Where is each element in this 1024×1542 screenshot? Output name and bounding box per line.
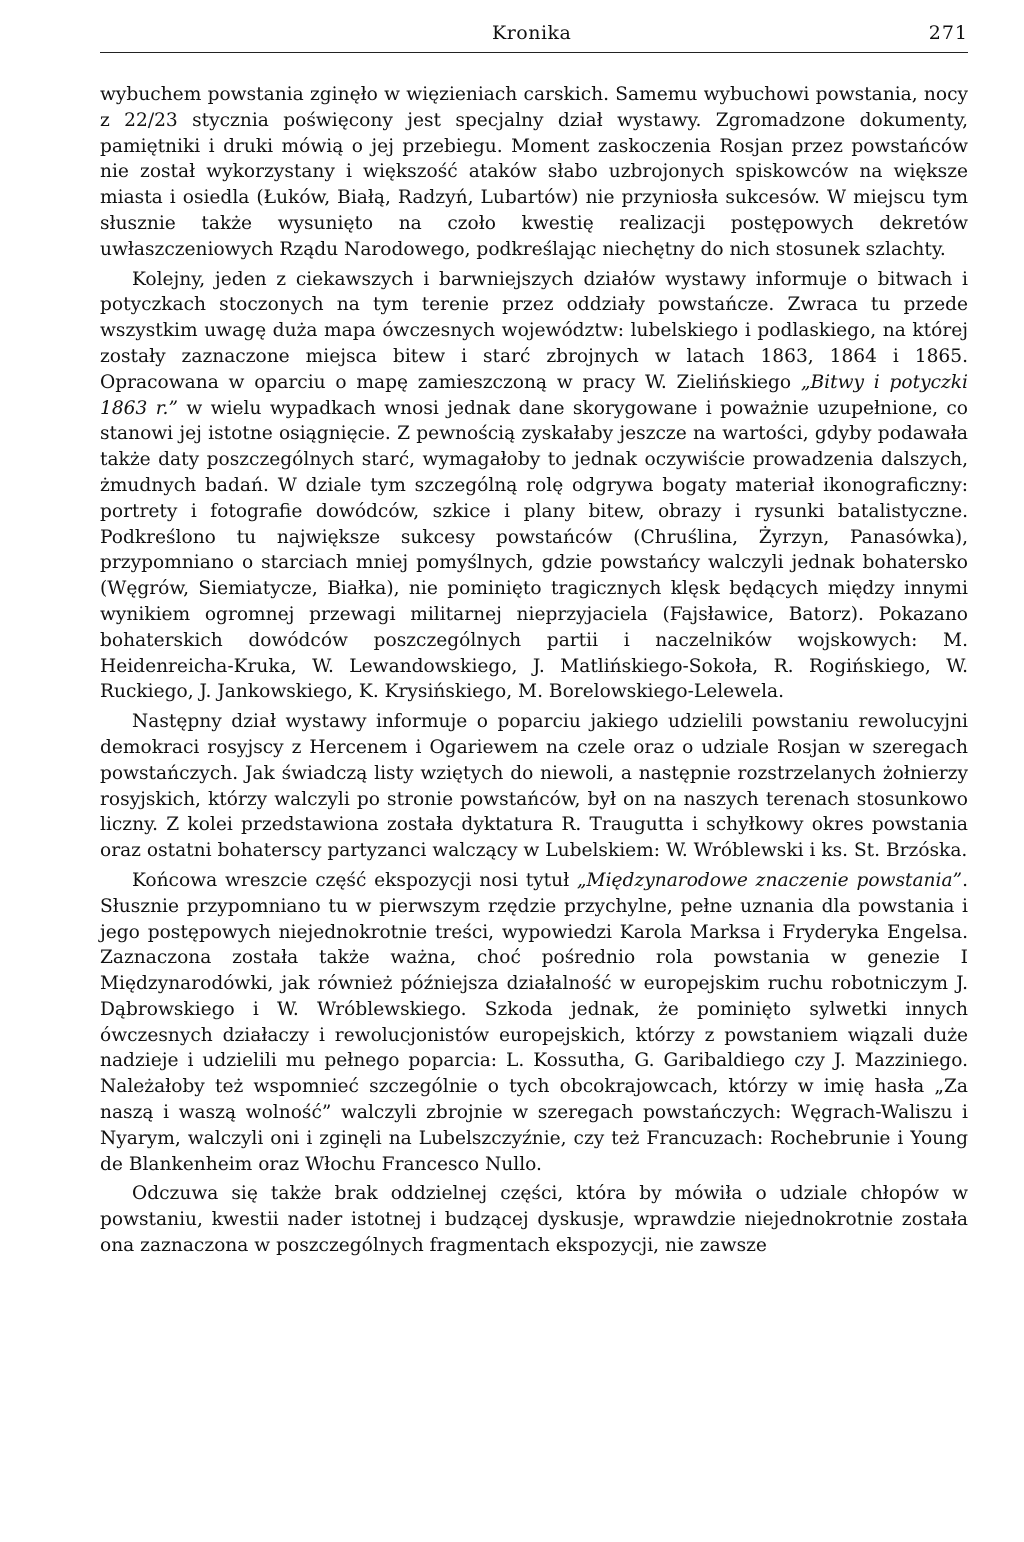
paragraph: [100, 1181, 968, 1258]
paragraph: [100, 868, 968, 1178]
paragraph: [100, 709, 968, 864]
running-title: Kronika: [492, 22, 572, 44]
text-segment: Następny dział wystawy informuje o poparciu jakiego udzielili powstaniu rewolucyjni demokraci rosyjscy z Hercenem i Ogariewem na czele oraz o udziale Rosjan w szeregach powstańczych. Jak świadczą listy wziętych do niewoli, a następnie rozstrzelanych żołnierzy rosyjskich, którzy walczyli po stronie powstańców, był on na naszych terenach stosunkowo liczny. Z kolei przedstawiona została dyktatura R. Traugutta i schyłkowy okres powstania oraz ostatni bohaterscy partyzanci walczący w Lubelskiem: W. Wróblewski i ks. St. Brzóska.: [100, 711, 968, 862]
italic-title: „Międzynarodowe znaczenie powstania”: [576, 869, 963, 891]
text-segment: Odczuwa się także brak oddzielnej części, która by mówiła o udziale chłopów w powstaniu, kwestii nader istotnej i budzącej dyskusje, wprawdzie niejednokrotnie została ona zaznaczona w poszczególnych fragmentach ekspozycji, nie zawsze: [100, 1183, 968, 1257]
header-rule: [100, 52, 968, 53]
page-number: 271: [928, 22, 968, 44]
paragraph: [100, 82, 968, 263]
text-segment: Kolejny, jeden z ciekawszych i barwniejszych działów wystawy informuje o bitwach i potyczkach stoczonych na tym terenie przez oddziały powstańcze. Zwraca tu przede wszystkim uwagę duża mapa ówczesnych województw: lubelskiego i podlaskiego, na której zostały zaznaczone miejsca bitew i starć zbrojnych w latach 1863, 1864 i 1865. Opracowana w oparciu o mapę zamieszczoną w pracy W. Zielińskiego: [100, 268, 968, 393]
text-segment: . Słusznie przypomniano tu w pierwszym rzędzie przychylne, pełne uznania dla powstania i jego postępowych niejednokrotnie treści, wypowiedzi Karola Marksa i Fryderyka Engelsa. Zaznaczona została także ważna, choć pośrednio rola powstania w genezie I Międzynarodówki, jak również późniejsza działalność w europejskim ruchu robotniczym J. Dąbrowskiego i W. Wróblewskiego. Szkoda jednak, że pominięto sylwetki innych ówczesnych działaczy i rewolucjonistów europejskich, którzy z powstaniem wiązali duże nadzieje i udzielili mu pełnego poparcia: L. Kossutha, G. Garibaldiego czy J. Mazziniego. Należałoby też wspomnieć szczególnie o tych obcokrajowcach, którzy w imię hasła „Za naszą i waszą wolność” walczyli zbrojnie w szeregach powstańczych: Węgrach-Waliszu i Nyarym, walczyli oni i zginęli na Lubelszczyźnie, czy też Francuzach: Rochebrunie i Young de Blankenheim oraz Włochu Francesco Nullo.: [100, 869, 968, 1175]
text-segment: w wielu wypadkach wnosi jednak dane skorygowane i poważnie uzupełnione, co stanowi jej istotne osiągnięcie. Z pewnością zyskałaby jeszcze na wartości, gdyby podawała także daty poszczególnych starć, wymagałoby to jednak oczywiście prowadzenia dalszych, żmudnych badań. W dziale tym szczególną rolę odgrywa bogaty materiał ikonograficzny: portrety i fotografie dowódców, szkice i plany bitew, obrazy i rysunki batalistyczne. Podkreślono tu największe sukcesy powstańców (Chruślina, Żyrzyn, Panasówka), przypomniano o starciach mniej pomyślnych, gdzie powstańcy walczyli jednak bohatersko (Węgrów, Siemiatycze, Białka), nie pominięto tragicznych klęsk będących między innymi wynikiem ogromnej przewagi militarnej nieprzyjaciela (Fajsławice, Batorz). Pokazano bohaterskich dowódców poszczególnych partii i naczelników wojskowych: M. Heidenreicha-Kruka, W. Lewandowskiego, J. Matlińskiego-Sokoła, R. Rogińskiego, W. Ruckiego, J. Jankowskiego, K. Krysińskiego, M. Borelowskiego-Lelewela.: [100, 397, 968, 703]
article-body: [100, 82, 968, 1263]
paragraph: [100, 267, 968, 706]
italic-title: „Bitwy i potyczki 1863 r.”: [100, 371, 968, 419]
page-header: [100, 22, 968, 54]
text-segment: wybuchem powstania zginęło w więzieniach carskich. Samemu wybuchowi powstania, nocy z 22/23 stycznia poświęcony jest specjalny dział wystawy. Zgromadzone dokumenty, pamiętniki i druki mówią o jej przebiegu. Moment zaskoczenia Rosjan przez powstańców nie został wykorzystany i większość ataków słabo uzbrojonych spiskowców na większe miasta i osiedla (Łuków, Białą, Radzyń, Lubartów) nie przyniosła sukcesów. W miejscu tym słusznie także wysunięto na czoło kwestię realizacji postępowych dekretów uwłaszczeniowych Rządu Narodowego, podkreślając niechętny do nich stosunek szlachty.: [100, 84, 968, 260]
text-segment: Końcowa wreszcie część ekspozycji nosi tytuł: [132, 869, 577, 891]
